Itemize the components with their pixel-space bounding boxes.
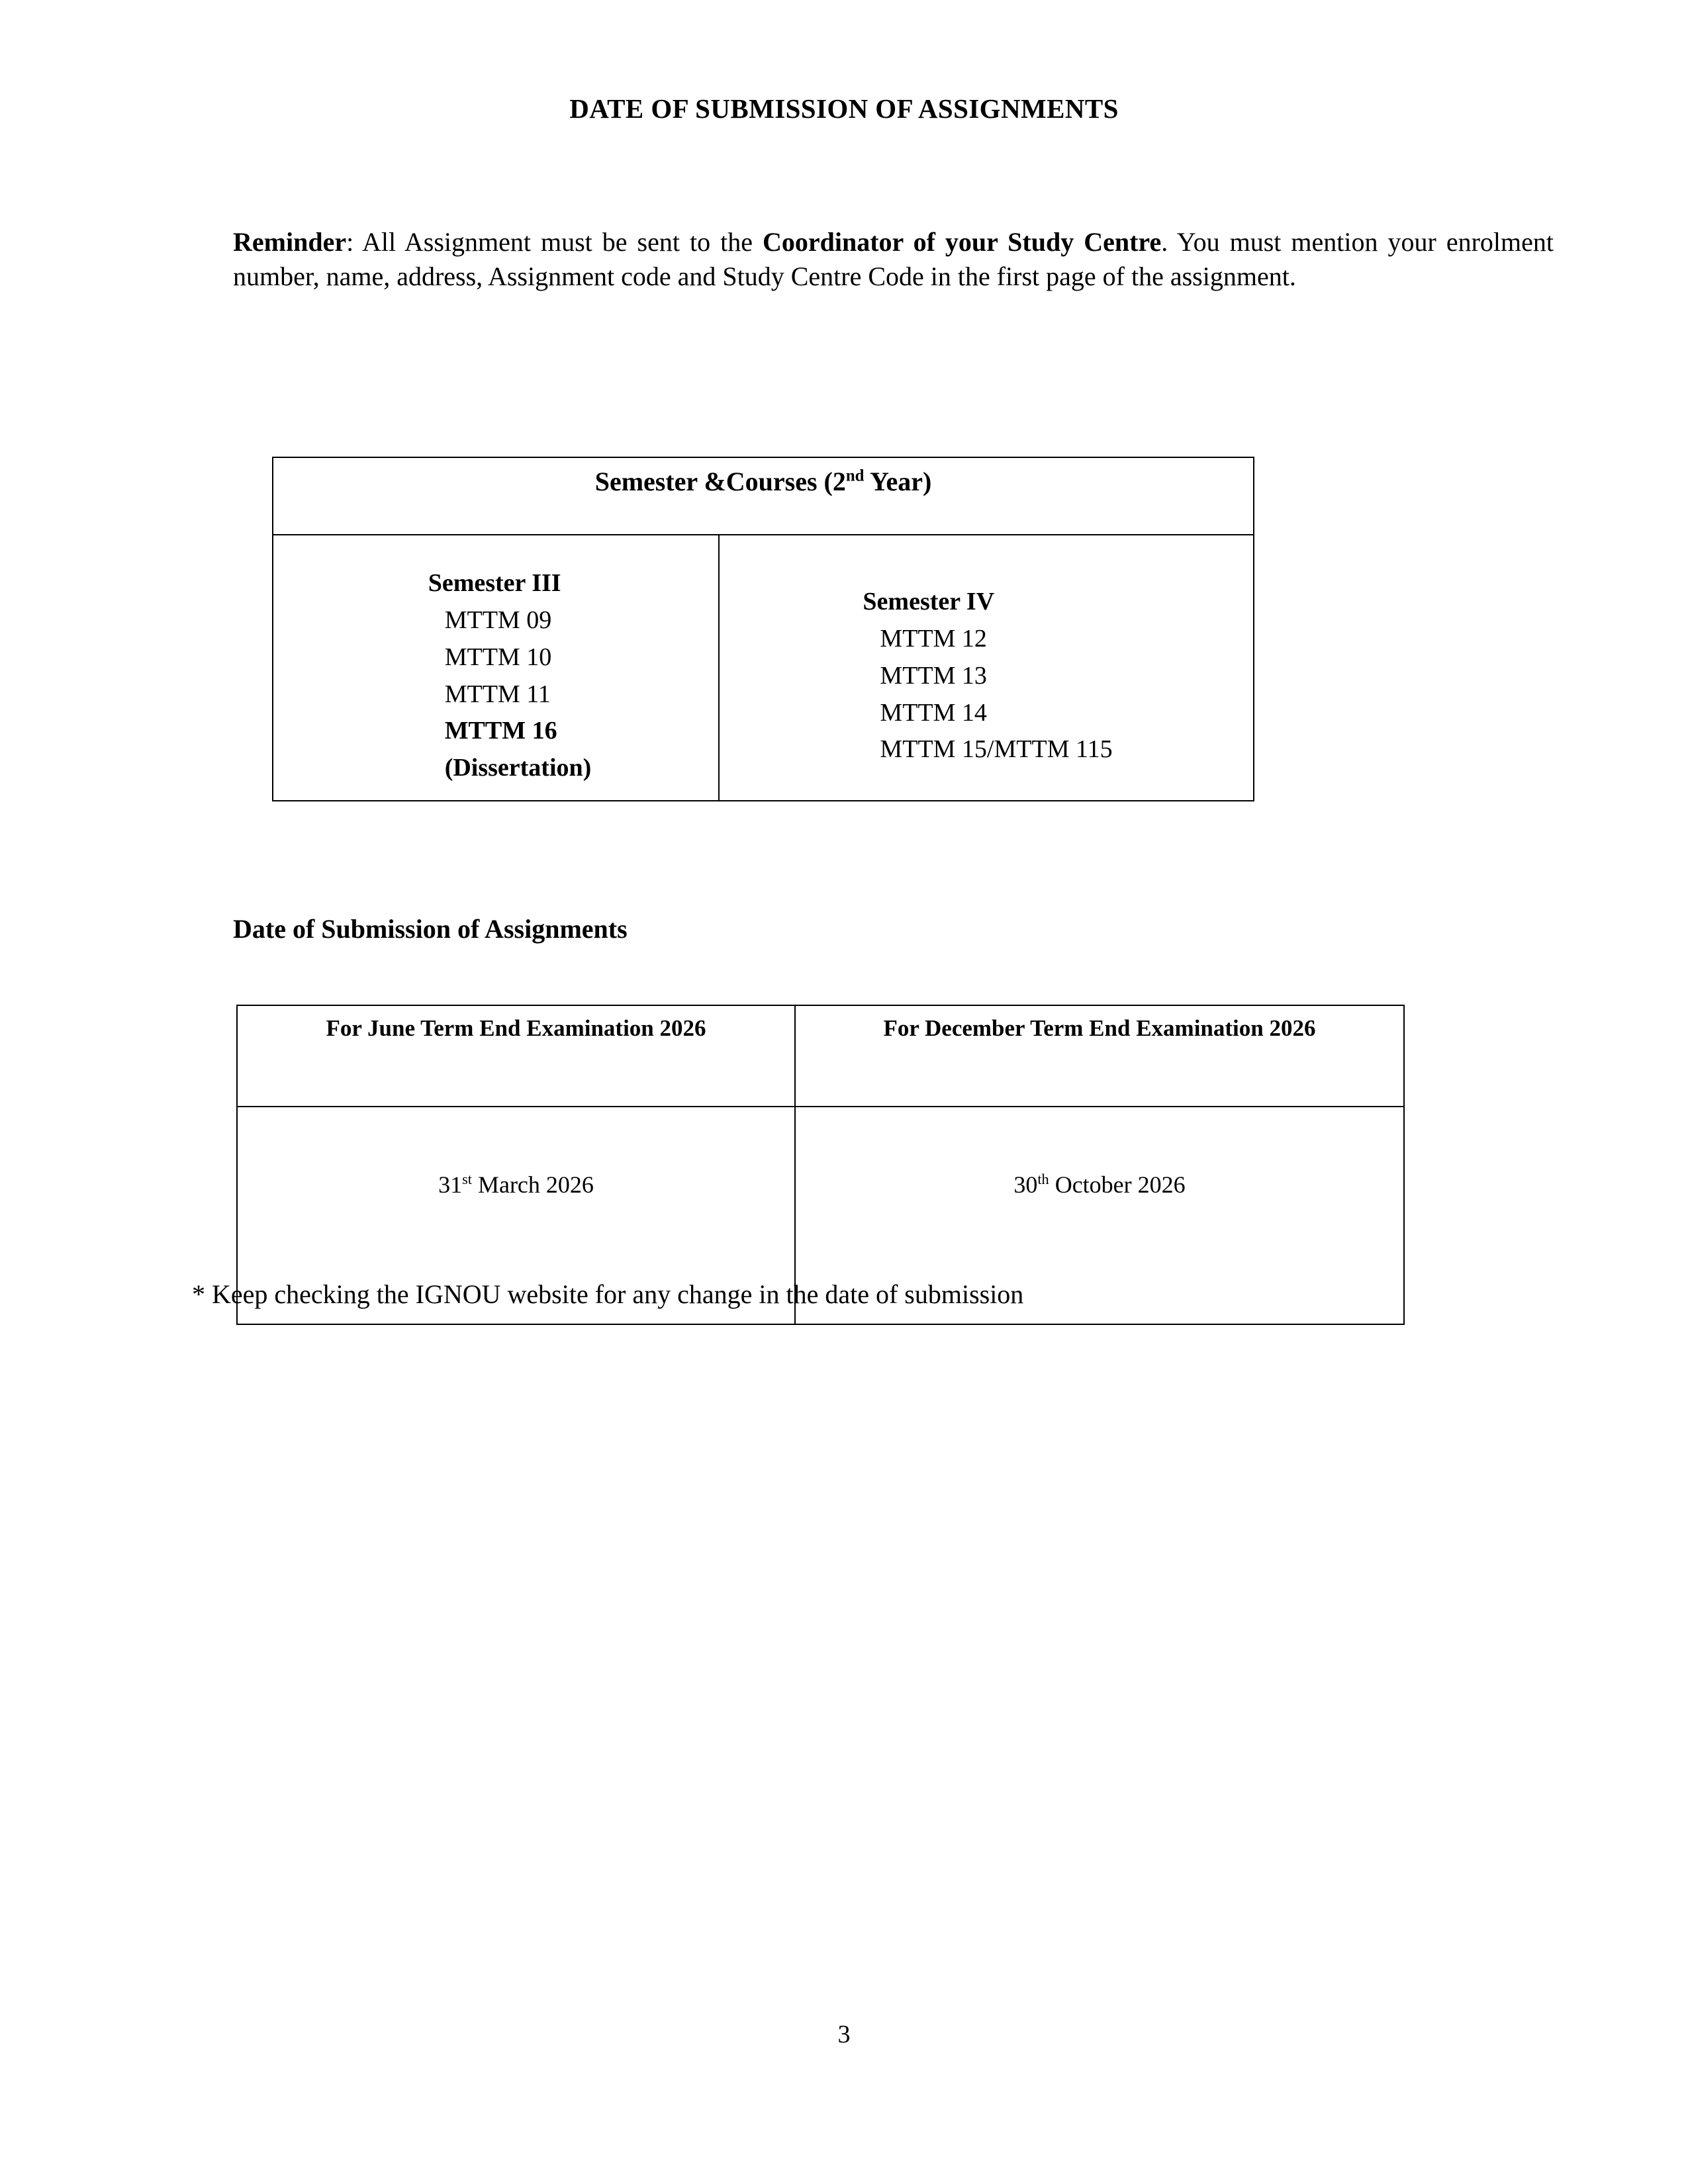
submission-section-heading: Date of Submission of Assignments: [233, 914, 628, 944]
reminder-text-part-1: All Assignment must be sent to the: [361, 227, 763, 257]
semester-courses-table: [272, 457, 1254, 801]
course-item: MTTM 13: [880, 661, 987, 690]
reminder-label: Reminder: [233, 227, 347, 257]
reminder-paragraph: [233, 225, 1554, 294]
course-item: MTTM 10: [444, 643, 552, 671]
semester-table-header-prefix: Semester &Courses (2: [594, 467, 846, 496]
date-rest: March 2026: [471, 1171, 594, 1198]
semester-four-heading: Semester IV: [863, 588, 995, 615]
reminder-emphasis: Coordinator of your Study Centre: [762, 227, 1162, 257]
ordinal-suffix: nd: [845, 467, 865, 485]
page-title: DATE OF SUBMISSION OF ASSIGNMENTS: [569, 93, 1119, 124]
semester-table-header-cell: [273, 457, 1254, 535]
semester-four-block: [860, 535, 1112, 768]
semester-three-block: [408, 535, 592, 787]
reminder-text-part-2: . You must mention your enrolment number, name, address, Assignment code and Study Centre Code in the first page of the assignment.: [233, 227, 1554, 291]
semester-table-header-suffix: Year): [864, 467, 932, 496]
course-item: MTTM 09: [444, 606, 552, 634]
course-item: MTTM 16: [444, 717, 557, 745]
semester-four-cell: [719, 535, 1254, 801]
course-item: (Dissertation): [444, 754, 592, 782]
course-item: MTTM 14: [880, 698, 987, 727]
submission-footnote: * Keep checking the IGNOU website for any change in the date of submission: [192, 1279, 1024, 1309]
date-day: 31: [438, 1171, 463, 1198]
semester-three-cell: [273, 535, 719, 801]
table-row: [273, 457, 1254, 535]
june-exam-header: For June Term End Examination 2026: [237, 1005, 795, 1107]
ordinal-suffix: st: [462, 1171, 472, 1187]
reminder-separator: :: [346, 227, 362, 257]
semester-three-heading: Semester III: [428, 569, 561, 597]
page-number: 3: [837, 2021, 851, 2048]
course-item: MTTM 12: [880, 624, 987, 653]
course-item: MTTM 11: [444, 680, 551, 708]
course-item: MTTM 15/MTTM 115: [880, 735, 1113, 764]
table-row: [273, 535, 1254, 801]
submission-dates-table: [236, 1005, 1405, 1325]
december-exam-header: For December Term End Examination 2026: [795, 1005, 1404, 1107]
table-row: [237, 1005, 1404, 1107]
date-day: 30: [1013, 1171, 1038, 1198]
date-rest: October 2026: [1049, 1171, 1186, 1198]
ordinal-suffix: th: [1037, 1171, 1049, 1187]
